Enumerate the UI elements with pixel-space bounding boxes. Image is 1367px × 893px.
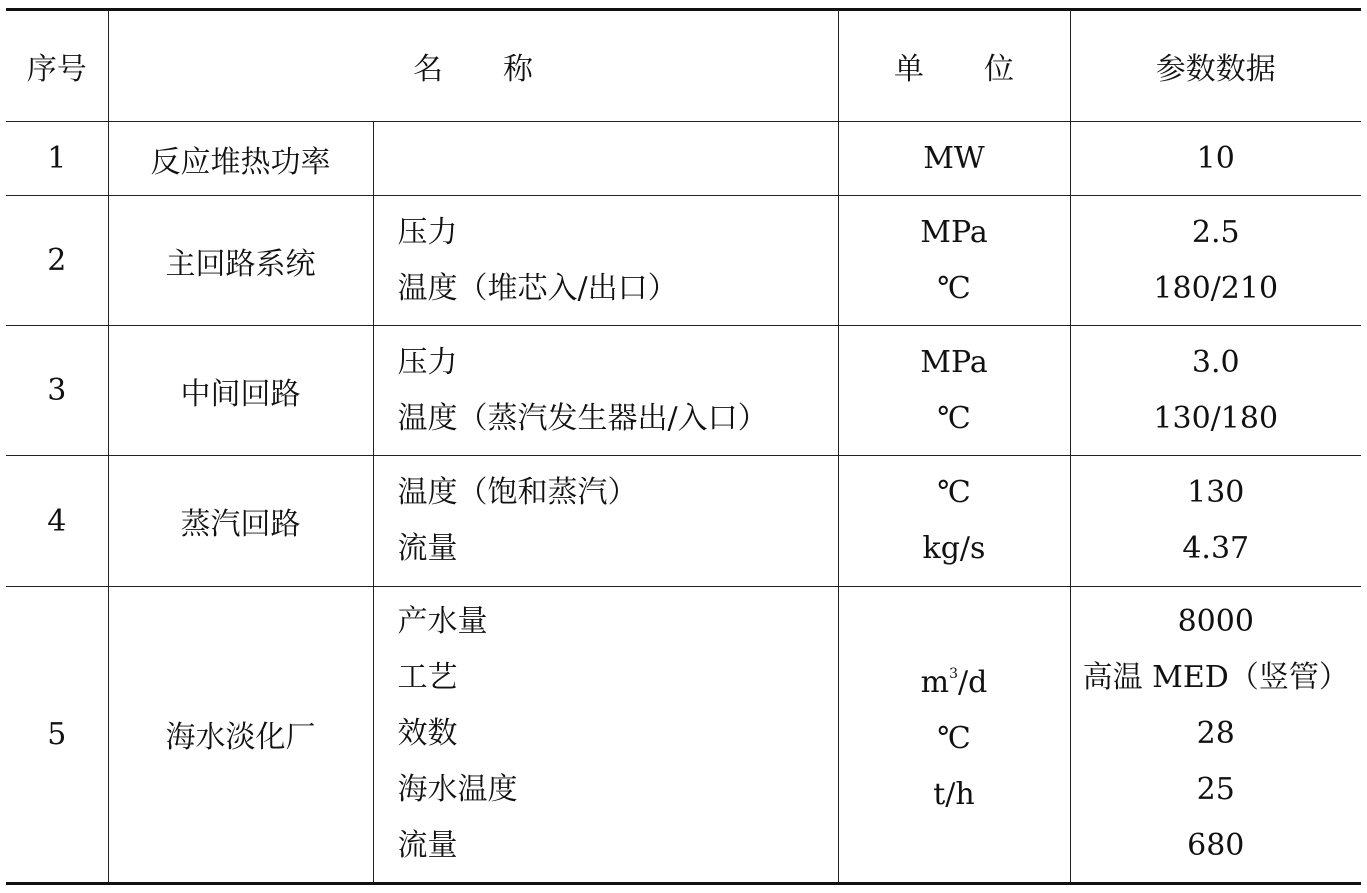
system-name: 海水淡化厂	[108, 586, 373, 883]
unit-label: ℃	[937, 475, 971, 511]
header-unit: 单 位	[838, 10, 1070, 122]
table-row	[6, 122, 1361, 196]
table-row	[6, 586, 1361, 883]
item-cell	[373, 122, 838, 196]
unit-cell	[838, 122, 1070, 196]
value-label: 10	[1196, 140, 1235, 176]
header-row	[6, 10, 1361, 122]
value-cell	[1070, 456, 1361, 586]
system-name: 主回路系统	[108, 196, 373, 326]
value-cell	[1070, 122, 1361, 196]
value-label: 4.37	[1182, 531, 1250, 567]
unit-label: MPa	[920, 214, 988, 250]
value-cell	[1070, 196, 1361, 326]
value-label: 25	[1196, 772, 1235, 808]
item-cell	[373, 326, 838, 456]
value-label: 130	[1187, 475, 1245, 511]
value-cell	[1070, 586, 1361, 883]
unit-superscript: 3	[949, 665, 959, 682]
item-label: 压力	[397, 214, 458, 250]
header-name: 名 称	[108, 10, 838, 122]
row-index: 1	[6, 122, 108, 196]
table-row	[6, 326, 1361, 456]
system-name: 中间回路	[108, 326, 373, 456]
item-label: 效数	[397, 716, 458, 752]
value-label: 8000	[1177, 604, 1254, 640]
unit-label: MW	[923, 140, 985, 176]
item-label: 温度（蒸汽发生器出/入口）	[397, 400, 768, 436]
unit-label: ℃	[937, 270, 971, 306]
unit-cell	[838, 326, 1070, 456]
row-index: 5	[6, 586, 108, 883]
unit-label: kg/s	[922, 531, 986, 567]
unit-cell	[838, 586, 1070, 883]
value-label: 2.5	[1191, 214, 1240, 250]
header-index: 序号	[6, 10, 108, 122]
item-label: 压力	[397, 344, 458, 380]
unit-cell	[838, 456, 1070, 586]
value-label: 高温 MED（竖管）	[1082, 660, 1349, 696]
system-name: 蒸汽回路	[108, 456, 373, 586]
row-index: 2	[6, 196, 108, 326]
item-label: 温度（饱和蒸汽）	[397, 475, 638, 511]
value-label: 3.0	[1191, 344, 1240, 380]
unit-label: t/h	[933, 776, 975, 812]
item-cell	[373, 456, 838, 586]
row-index: 3	[6, 326, 108, 456]
unit-cell	[838, 196, 1070, 326]
value-label: 130/180	[1153, 400, 1279, 436]
unit-suffix: /d	[958, 664, 988, 700]
parameter-table	[6, 8, 1361, 885]
table-row	[6, 456, 1361, 586]
item-label: 工艺	[397, 660, 458, 696]
unit-label	[839, 646, 1070, 711]
value-cell	[1070, 326, 1361, 456]
header-value: 参数数据	[1070, 10, 1361, 122]
item-label: 流量	[397, 828, 458, 864]
table-row	[6, 196, 1361, 326]
value-label: 180/210	[1153, 270, 1279, 306]
system-name: 反应堆热功率	[108, 122, 373, 196]
unit-label: ℃	[937, 400, 971, 436]
item-label: 海水温度	[397, 772, 518, 808]
unit-label: ℃	[937, 720, 971, 756]
value-label: 28	[1196, 716, 1235, 752]
item-label: 流量	[397, 531, 458, 567]
item-label: 温度（堆芯入/出口）	[397, 270, 678, 306]
value-label: 680	[1187, 828, 1245, 864]
unit-base: m	[920, 664, 950, 700]
unit-label: MPa	[920, 344, 988, 380]
item-cell	[373, 196, 838, 326]
row-index: 4	[6, 456, 108, 586]
item-label: 产水量	[397, 604, 488, 640]
item-cell	[373, 586, 838, 883]
